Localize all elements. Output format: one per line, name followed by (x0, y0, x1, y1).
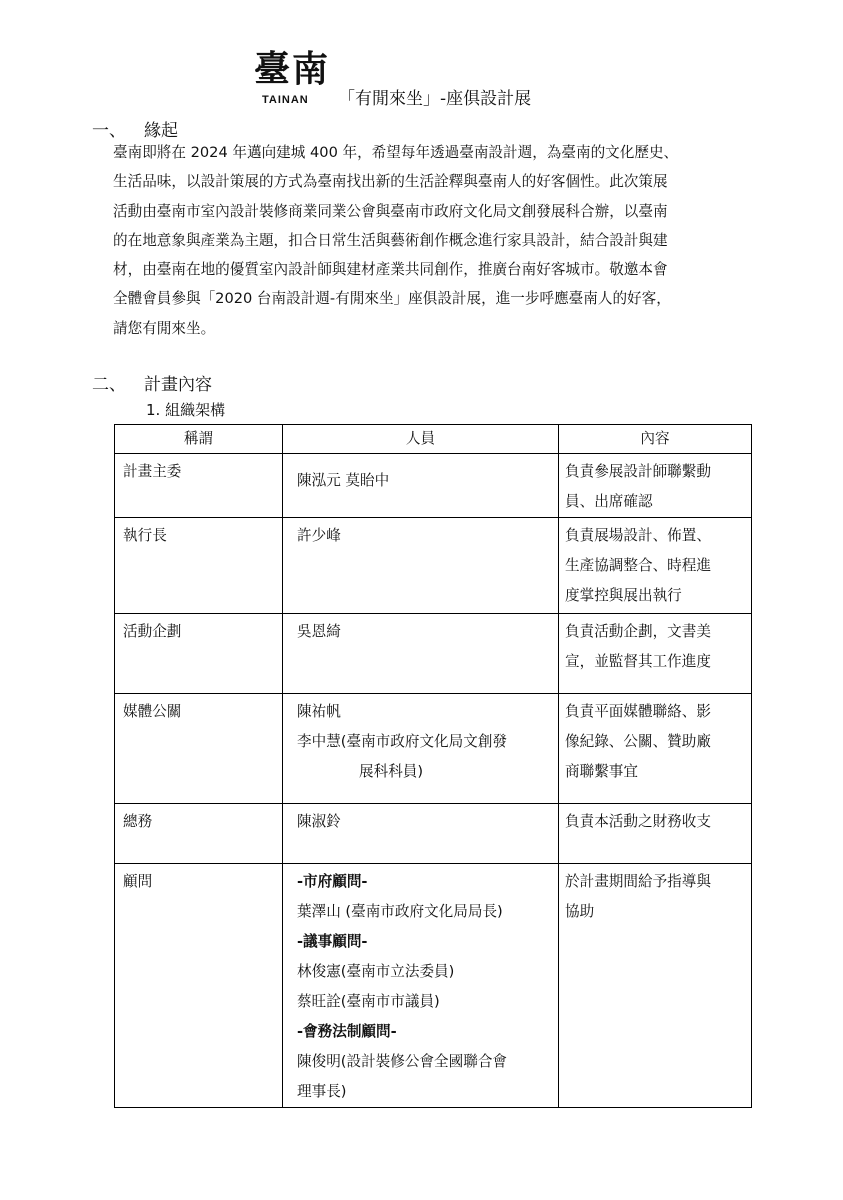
duty-cell (559, 614, 752, 694)
logo-latin-text: TAINAN (262, 94, 309, 106)
role-cell: 顧問 (115, 864, 283, 1108)
section-1-number: 一、 (92, 121, 126, 141)
role-cell: 計畫主委 (115, 454, 283, 518)
table-row (115, 518, 752, 614)
table-header-row (115, 425, 752, 454)
table-row (115, 614, 752, 694)
paragraph-line: 的在地意象與產業為主題，扣合日常生活與藝術創作概念進行家具設計，結合設計與建 (113, 231, 668, 249)
person-name: 許少峰 (297, 527, 341, 544)
section-2-number: 二、 (92, 375, 126, 395)
people-cell (283, 694, 559, 804)
tainan-logo (252, 44, 336, 108)
table-row (115, 454, 752, 518)
duty-cell (559, 694, 752, 804)
logo-glyphs: 臺南 (254, 48, 331, 90)
person-name: 陳泓元 莫眙中 (297, 472, 390, 489)
duty-line: 員、出席確認 (565, 493, 653, 510)
duty-line: 負責展場設計、佈置、 (565, 527, 711, 544)
person-name: 蔡旺詮(臺南市市議員) (297, 993, 440, 1010)
person-name-continued: 展科科員) (359, 763, 424, 780)
people-cell (283, 454, 559, 518)
table-row (115, 804, 752, 864)
person-name: 吳恩綺 (297, 623, 341, 640)
header-personnel: 人員 (283, 425, 559, 454)
paragraph-line: 全體會員參與「2020 台南設計週-有閒來坐」座俱設計展，進一步呼應臺南人的好客， (113, 290, 671, 308)
advisor-group-label: -會務法制顧問- (297, 1023, 397, 1040)
paragraph-line: 生活品味，以設計策展的方式為臺南找出新的生活詮釋與臺南人的好客個性。此次策展 (113, 173, 668, 191)
document-title: 「有閒來坐」-座俱設計展 (338, 89, 532, 109)
duty-line: 負責本活動之財務收支 (565, 813, 711, 830)
people-cell (283, 864, 559, 1108)
duty-cell (559, 864, 752, 1108)
duty-line: 於計畫期間給予指導與 (565, 873, 711, 890)
duty-line: 商聯繫事宜 (565, 763, 638, 780)
section-1-title: 緣起 (144, 121, 178, 141)
duty-cell (559, 454, 752, 518)
role-cell: 執行長 (115, 518, 283, 614)
person-name: 陳俊明(設計裝修公會全國聯合會 (297, 1053, 508, 1070)
person-name: 陳淑鈴 (297, 813, 341, 830)
duty-line: 度掌控與展出執行 (565, 587, 682, 604)
people-cell (283, 614, 559, 694)
role-cell: 活動企劃 (115, 614, 283, 694)
role-cell: 媒體公關 (115, 694, 283, 804)
duty-line: 生產協調整合、時程進 (565, 557, 711, 574)
duty-cell (559, 518, 752, 614)
header-content: 內容 (559, 425, 752, 454)
person-name: 陳祐帆 (297, 703, 341, 720)
person-name: 理事長) (297, 1083, 347, 1100)
paragraph-line: 請您有閒來坐。 (113, 319, 216, 337)
section-1-paragraph (113, 138, 753, 343)
paragraph-line: 臺南即將在 2024 年邁向建城 400 年，希望每年透過臺南設計週，為臺南的文化歷史、 (113, 144, 679, 161)
section-2-heading (92, 370, 212, 395)
table-row (115, 864, 752, 1108)
duty-line: 宣，並監督其工作進度 (565, 653, 711, 670)
role-cell: 總務 (115, 804, 283, 864)
duty-line: 負責參展設計師聯繫動 (565, 463, 711, 480)
duty-line: 協助 (565, 903, 595, 920)
duty-line: 負責平面媒體聯絡、影 (565, 703, 711, 720)
person-name: 李中慧(臺南市政府文化局文創發 (297, 733, 508, 750)
table-row (115, 694, 752, 804)
org-structure-subheading: 1. 組織架構 (146, 401, 226, 419)
section-2-title: 計畫內容 (144, 375, 212, 395)
person-name: 葉澤山 (臺南市政府文化局局長) (297, 903, 503, 920)
duty-line: 像紀錄、公關、贊助廠 (565, 733, 711, 750)
people-cell (283, 804, 559, 864)
advisor-group-label: -市府顧問- (297, 873, 368, 890)
paragraph-line: 材，由臺南在地的優質室內設計師與建材產業共同創作，推廣台南好客城市。敬邀本會 (113, 261, 668, 279)
advisor-group-label: -議事顧問- (297, 933, 368, 950)
person-name: 林俊憲(臺南市立法委員) (297, 963, 455, 980)
header-title: 稱謂 (115, 425, 283, 454)
duty-line: 負責活動企劃，文書美 (565, 623, 711, 640)
people-cell (283, 518, 559, 614)
duty-cell (559, 804, 752, 864)
org-structure-table (114, 424, 752, 1108)
paragraph-line: 活動由臺南市室內設計裝修商業同業公會與臺南市政府文化局文創發展科合辦，以臺南 (113, 202, 668, 220)
